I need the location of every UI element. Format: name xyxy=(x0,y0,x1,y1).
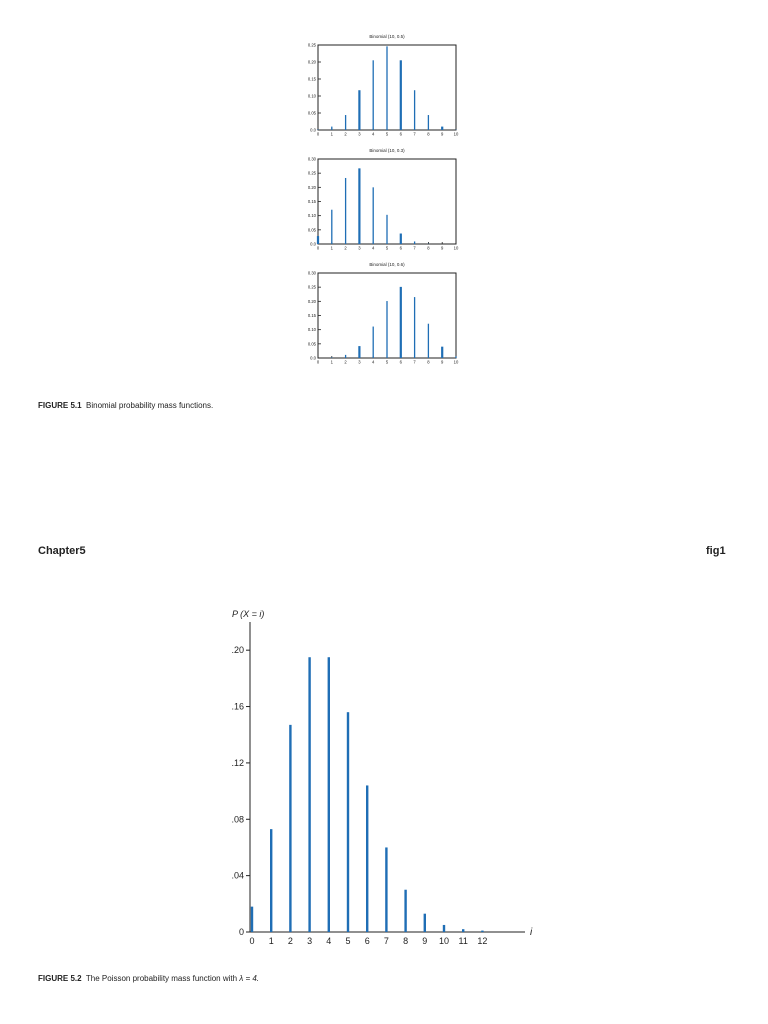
x-tick-label: 4 xyxy=(372,131,375,137)
bar xyxy=(400,60,402,130)
bar xyxy=(373,327,374,358)
y-tick-label: .04 xyxy=(231,870,244,881)
bar xyxy=(358,346,360,358)
x-tick-label: 6 xyxy=(399,131,402,137)
figure-id-label: fig1 xyxy=(706,545,726,557)
bar xyxy=(386,215,387,244)
bar xyxy=(414,90,415,130)
bar xyxy=(424,914,426,932)
bar xyxy=(366,785,368,932)
binomial-chart-10-06 xyxy=(296,258,466,373)
y-tick-label: 0.30 xyxy=(307,156,316,162)
x-tick-label: 5 xyxy=(385,131,389,137)
bar xyxy=(414,297,415,358)
bar xyxy=(358,168,360,244)
bar xyxy=(414,241,415,244)
x-tick-label: 5 xyxy=(345,936,351,946)
x-tick-label: 2 xyxy=(287,936,293,946)
x-tick-label: 4 xyxy=(372,245,375,251)
bar xyxy=(441,347,443,358)
bar xyxy=(331,357,332,358)
bar xyxy=(373,60,374,130)
x-tick-label: 9 xyxy=(422,936,428,946)
x-tick-label: 0 xyxy=(316,131,320,137)
bar xyxy=(308,657,310,932)
chart-title: Binomial (10, 0.3) xyxy=(369,148,405,153)
figure-5-1-text: Binomial probability mass functions. xyxy=(86,401,214,410)
bar xyxy=(386,301,387,358)
x-tick-label: 9 xyxy=(441,245,444,251)
chart-title: Binomial (10, 0.5) xyxy=(369,34,405,39)
y-tick-label: 0.0 xyxy=(310,127,316,133)
bar xyxy=(358,90,360,130)
y-tick-label: 0.25 xyxy=(307,42,316,48)
x-tick-label: 5 xyxy=(385,359,389,365)
bar xyxy=(455,356,456,358)
bar xyxy=(386,46,387,130)
y-tick-label: 0.10 xyxy=(307,213,316,219)
x-tick-label: 6 xyxy=(364,936,370,946)
x-tick-label: 4 xyxy=(372,359,375,365)
figure-5-2-caption xyxy=(38,974,259,983)
x-tick-label: 10 xyxy=(453,245,459,251)
y-tick-label: 0.05 xyxy=(307,341,316,347)
y-tick-label: .20 xyxy=(231,645,244,656)
y-tick-label: 0.10 xyxy=(307,327,316,333)
x-tick-label: 12 xyxy=(477,936,488,946)
x-tick-label: 0 xyxy=(249,936,255,946)
bar xyxy=(331,210,332,244)
x-tick-label: 1 xyxy=(330,245,333,251)
chart-title: Binomial (10, 0.6) xyxy=(369,262,405,267)
y-tick-label: .12 xyxy=(231,757,244,768)
bar xyxy=(428,324,429,358)
y-tick-label: 0.15 xyxy=(307,76,316,82)
y-tick-label: 0.25 xyxy=(307,284,316,290)
poisson-chart xyxy=(200,600,560,950)
x-tick-label: 2 xyxy=(344,131,347,137)
x-tick-label: 10 xyxy=(453,131,459,137)
y-tick-label: 0.15 xyxy=(307,199,316,204)
bar xyxy=(404,890,406,932)
binomial-chart-10-03 xyxy=(296,144,466,259)
y-tick-label: .08 xyxy=(231,814,244,825)
chapter-label: Chapter5 xyxy=(38,545,86,557)
bar xyxy=(251,907,253,932)
bar xyxy=(331,127,332,130)
bar xyxy=(345,355,346,358)
x-tick-label: 8 xyxy=(403,936,409,946)
bar xyxy=(317,236,319,244)
x-tick-label: 7 xyxy=(413,131,416,137)
bar xyxy=(328,657,330,932)
x-tick-label: 3 xyxy=(307,936,313,946)
x-tick-label: 8 xyxy=(427,359,430,365)
bar xyxy=(428,115,429,130)
binomial-chart-10-05 xyxy=(296,30,466,145)
x-tick-label: 3 xyxy=(358,245,361,251)
bar xyxy=(385,847,387,932)
x-tick-label: 8 xyxy=(427,131,430,137)
figure-5-2-label: FIGURE 5.2 xyxy=(38,974,82,983)
y-tick-label: 0.0 xyxy=(310,241,316,247)
x-tick-label: 6 xyxy=(399,245,402,251)
x-tick-label: 4 xyxy=(326,936,332,946)
y-tick-label: 0.15 xyxy=(307,313,316,318)
x-tick-label: 3 xyxy=(358,359,361,365)
x-tick-label: 11 xyxy=(458,936,468,946)
x-tick-label: 0 xyxy=(316,245,320,251)
y-tick-label: 0.20 xyxy=(307,184,316,190)
bar xyxy=(373,187,374,244)
bar xyxy=(441,127,443,130)
x-tick-label: 1 xyxy=(330,359,333,365)
y-tick-label: .16 xyxy=(231,701,244,712)
bar xyxy=(481,931,483,932)
x-tick-label: 8 xyxy=(427,245,430,251)
bar xyxy=(400,287,402,358)
bar xyxy=(347,712,349,932)
y-tick-label: 0.05 xyxy=(307,110,316,116)
bar xyxy=(270,829,272,932)
y-tick-label: 0.30 xyxy=(307,270,316,276)
y-tick-label: 0.0 xyxy=(310,355,316,361)
y-axis-label: P (X = i) xyxy=(232,609,265,619)
x-tick-label: 5 xyxy=(385,245,389,251)
x-tick-label: 10 xyxy=(438,936,450,946)
x-tick-label: 2 xyxy=(344,245,347,251)
x-tick-label: 9 xyxy=(441,359,444,365)
bar xyxy=(400,234,402,244)
x-tick-label: 3 xyxy=(358,131,361,137)
figure-5-1-label: FIGURE 5.1 xyxy=(38,401,82,410)
y-tick-label: 0.10 xyxy=(307,93,316,99)
x-tick-label: 1 xyxy=(268,936,274,946)
y-tick-label: 0.25 xyxy=(307,170,316,176)
x-tick-label: 2 xyxy=(344,359,347,365)
figure-5-2-text: The Poisson probability mass function with xyxy=(85,974,240,983)
bar xyxy=(345,178,346,244)
x-tick-label: 10 xyxy=(453,359,459,365)
x-tick-label: 7 xyxy=(413,359,416,365)
y-tick-label: 0.20 xyxy=(307,59,316,65)
bar xyxy=(462,929,464,932)
x-tick-label: 9 xyxy=(441,131,444,137)
x-tick-label: 1 xyxy=(330,131,333,137)
figure-5-1-caption xyxy=(38,401,213,410)
y-tick-label: 0.20 xyxy=(307,298,316,304)
y-tick-label: 0 xyxy=(238,927,244,937)
bar xyxy=(289,725,291,932)
x-tick-label: 7 xyxy=(413,245,416,251)
figure-5-2-math: λ = 4. xyxy=(239,974,260,983)
y-tick-label: 0.05 xyxy=(307,227,316,233)
bar xyxy=(345,115,346,130)
x-axis-label: i xyxy=(530,927,533,938)
x-tick-label: 6 xyxy=(399,359,402,365)
bar xyxy=(443,925,445,932)
x-tick-label: 7 xyxy=(383,936,389,946)
x-tick-label: 0 xyxy=(316,359,320,365)
